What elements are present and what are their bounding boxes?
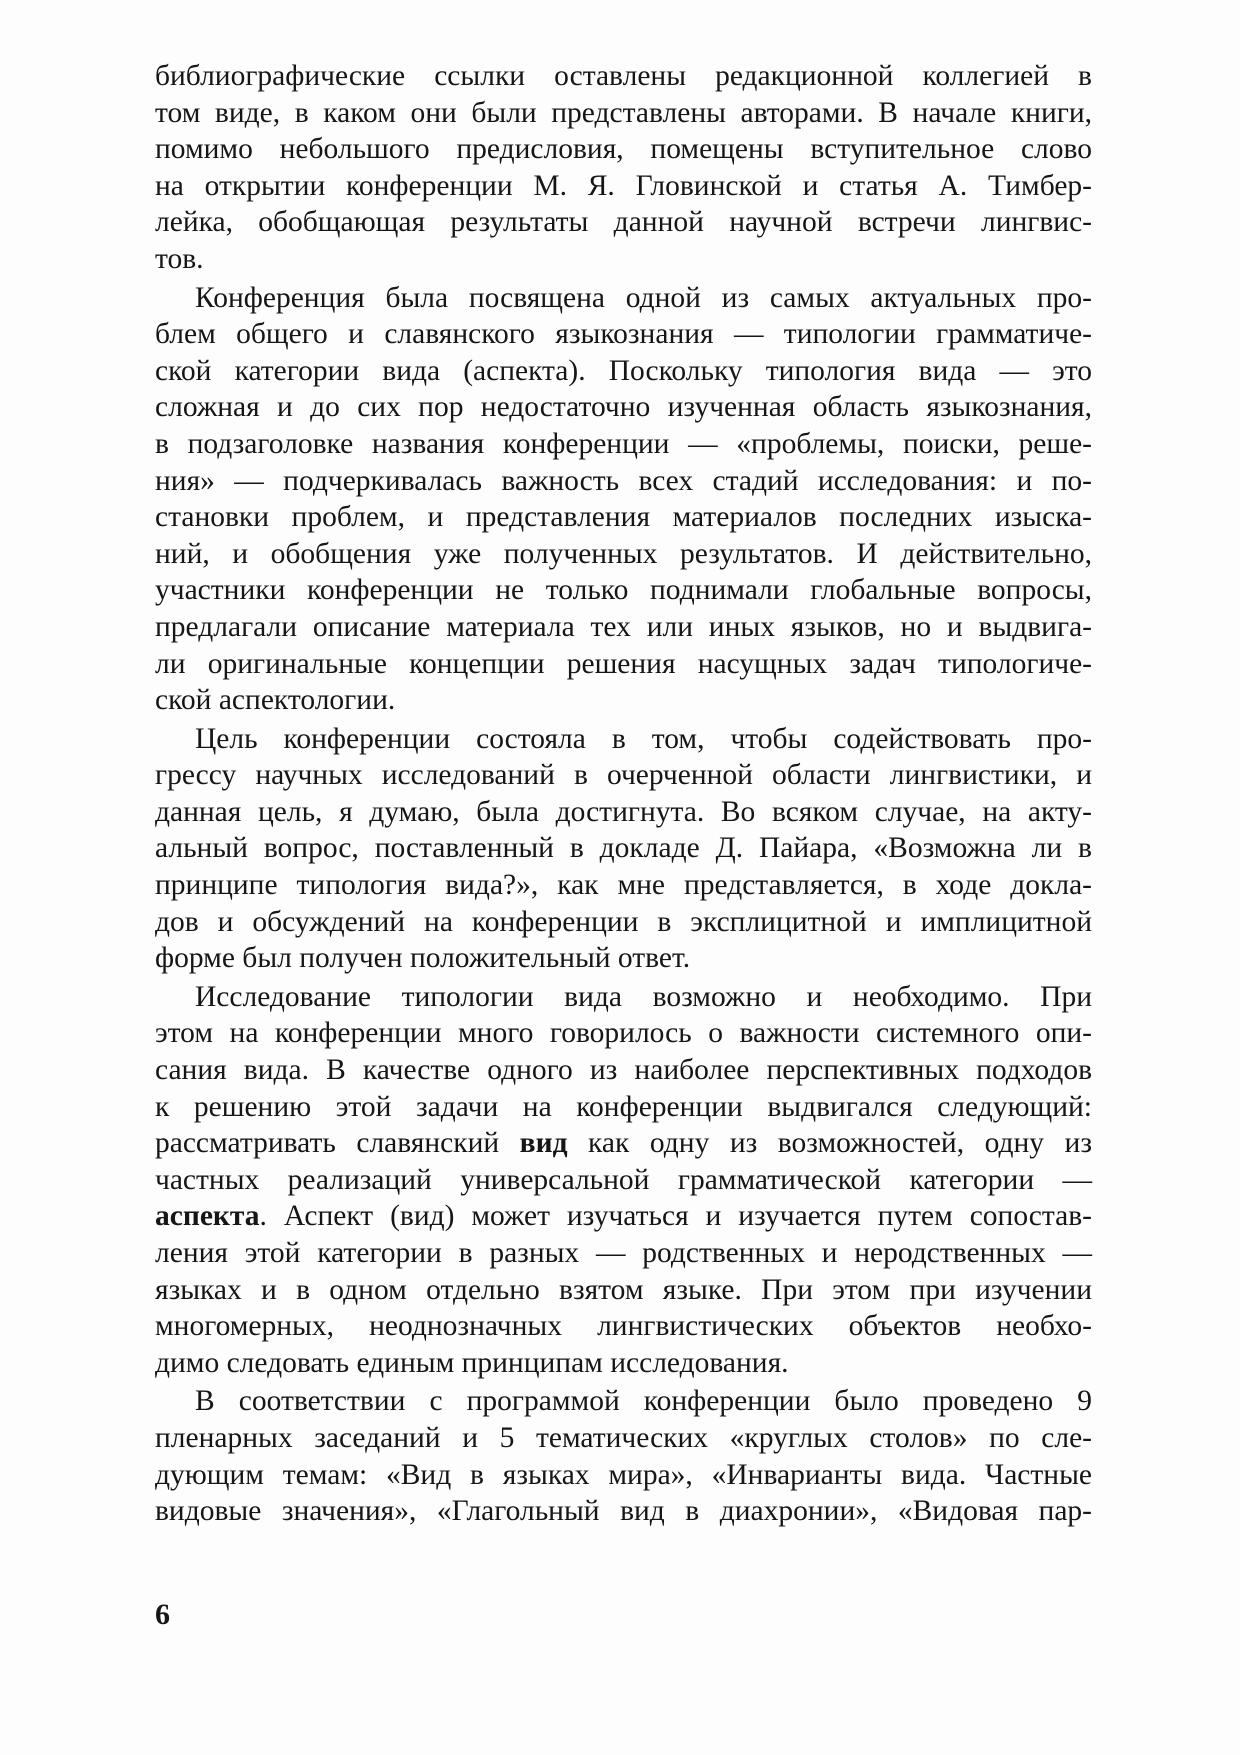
text-run: лейка, обобщающая результаты данной научной встречи лингвис- (155, 206, 1092, 239)
text-run: В соответствии с программой конференции было проведено 9 (195, 1385, 1092, 1418)
text-line (155, 940, 1092, 977)
text-line (155, 1383, 1092, 1420)
text-run: альный вопрос, поставленный в докладе Д. Пайара, «Возможна ли в (155, 832, 1092, 865)
text-line (155, 1015, 1092, 1052)
text-line (155, 241, 1092, 278)
text-run: помимо небольшого предисловия, помещены вступительное слово (155, 133, 1092, 166)
text-line (155, 389, 1092, 426)
text-run: дов и обсуждений на конференции в эксплицитной и имплицитной (155, 905, 1092, 938)
text-line (155, 168, 1092, 205)
text-run: пленарных заседаний и 5 тематических «круглых столов» по сле- (155, 1421, 1092, 1454)
text-line (155, 682, 1092, 719)
text-line (155, 499, 1092, 536)
text-run: становки проблем, и представления материалов последних изыска- (155, 501, 1092, 534)
text-run: Конференция была посвящена одной из самых актуальных про- (195, 281, 1092, 314)
text-line (155, 426, 1092, 463)
text-line (155, 646, 1092, 683)
text-run: рассматривать славянский (155, 1127, 520, 1160)
text-line (155, 609, 1092, 646)
text-line (155, 1308, 1092, 1345)
text-run: ления этой категории в разных — родственных и неродственных — (155, 1237, 1092, 1269)
text-line (155, 204, 1092, 241)
text-run: Исследование типологии вида возможно и необходимо. При (195, 980, 1092, 1013)
text-run: как одну из возможностей, одну из (567, 1127, 1092, 1160)
paragraph-4 (155, 979, 1092, 1382)
text-run: Цель конференции состояла в том, чтобы содействовать про- (195, 722, 1092, 755)
text-run: форме был получен положительный ответ. (155, 942, 691, 975)
text-line (155, 1457, 1092, 1494)
text-line (155, 353, 1092, 390)
text-run: дующим темам: «Вид в языках мира», «Инварианты вида. Частные (155, 1458, 1092, 1491)
text-run: ской категории вида (аспекта). Поскольку типология вида — это (155, 354, 1092, 387)
text-line (155, 1162, 1092, 1199)
text-run: библиографические ссылки оставлены редакционной коллегией в (155, 60, 1092, 92)
paragraph-5 (155, 1383, 1092, 1529)
text-line (155, 58, 1092, 95)
text-run: том виде, в каком они были представлены авторами. В начале книги, (155, 96, 1092, 129)
text-line (155, 867, 1092, 904)
text-line (155, 1345, 1092, 1382)
text-line (155, 1235, 1092, 1272)
text-run: сания вида. В качестве одного из наиболее перспективных подходов (155, 1054, 1092, 1087)
text-run: предлагали описание материала тех или иных языков, но и выдвига- (155, 610, 1092, 643)
text-run: принципе типология вида?», как мне представляется, в ходе доклa- (155, 869, 1092, 902)
text-run: блем общего и славянского языкознания — типологии грамматиче- (155, 318, 1092, 351)
text-run: участники конференции не только поднимали глобальные вопросы, (155, 574, 1092, 607)
text-line (155, 721, 1092, 758)
text-line (155, 1052, 1092, 1089)
text-run: ли оригинальные концепции решения насущных задач типологиче- (155, 647, 1092, 680)
text-line (155, 830, 1092, 867)
text-line (155, 1420, 1092, 1457)
text-line (155, 757, 1092, 794)
bold-term: вид (519, 1127, 568, 1160)
text-line (155, 1493, 1092, 1530)
text-run: данная цель, я думаю, была достигнута. Во всяком случае, на акту- (155, 795, 1092, 828)
text-run: к решению этой задачи на конференции выдвигался следующий: (155, 1090, 1092, 1123)
text-run: тов. (155, 242, 204, 275)
text-line (155, 904, 1092, 941)
text-line (155, 572, 1092, 609)
body-text (155, 58, 1092, 1530)
text-line (155, 316, 1092, 353)
text-run: видовые значения», «Глагольный вид в диахронии», «Видовая пар- (155, 1495, 1092, 1528)
text-run: на открытии конференции М. Я. Гловинской и статья А. Тимбер- (155, 169, 1092, 202)
text-line (155, 1089, 1092, 1126)
paragraph-3 (155, 721, 1092, 977)
text-line (155, 536, 1092, 573)
text-run: частных реализаций универсальной грамматической категории — (155, 1163, 1092, 1196)
text-line (155, 1125, 1092, 1162)
text-line (155, 463, 1092, 500)
text-run: ний, и обобщения уже полученных результатов. И действительно, (155, 537, 1092, 570)
text-run: димо следовать единым принципам исследования. (155, 1346, 789, 1379)
bold-term: аспекта (155, 1200, 260, 1233)
text-run: этом на конференции много говорилось о важности системного опи- (155, 1017, 1092, 1050)
text-run: многомерных, неоднозначных лингвистических объектов необхо- (155, 1310, 1092, 1343)
text-run: грессу научных исследований в очерченной области лингвистики, и (155, 759, 1092, 792)
text-line (155, 1272, 1092, 1309)
text-line (155, 95, 1092, 132)
text-run: ния» — подчеркивалась важность всех стадий исследования: и по- (155, 464, 1092, 497)
text-run: ской аспектологии. (155, 684, 396, 717)
text-line (155, 280, 1092, 317)
text-run: сложная и до сих пор недостаточно изученная область языкознания, (155, 391, 1092, 424)
text-run: в подзаголовке названия конференции — «проблемы, поиски, реше- (155, 427, 1092, 460)
text-run: . Аспект (вид) может изучаться и изучается путем сопостав- (259, 1200, 1092, 1233)
text-line (155, 979, 1092, 1016)
text-line (155, 1198, 1092, 1235)
text-run: языках и в одном отдельно взятом языке. При этом при изучении (155, 1273, 1092, 1306)
paragraph-2 (155, 280, 1092, 719)
text-line (155, 794, 1092, 831)
paragraph-1 (155, 58, 1092, 278)
text-line (155, 131, 1092, 168)
page-number: 6 (155, 1598, 170, 1631)
